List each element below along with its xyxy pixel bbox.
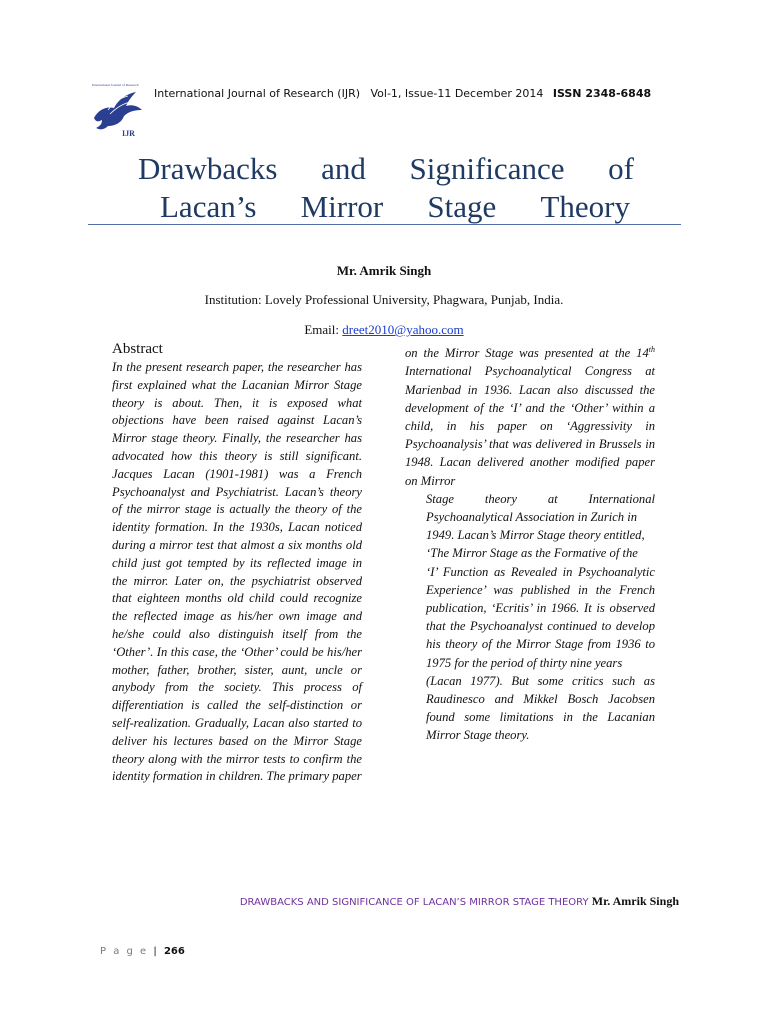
page-number [100,946,185,957]
running-author: Mr. Amrik Singh [591,894,679,908]
right-paragraph [405,341,655,490]
title-word: and [321,151,366,186]
issn: ISSN 2348-6848 [552,87,652,100]
running-footer [240,894,679,909]
svg-text:IJR: IJR [122,129,135,138]
right-column [405,341,655,745]
page-separator: | [153,946,159,957]
right-paragraph: ‘The Mirror Stage as the Formative of the [426,546,638,561]
right-paragraph: Stage theory at International [426,491,655,506]
abstract-heading: Abstract [112,341,163,357]
journal-citation [154,87,651,100]
right-paragraph: Psychoanalytical Association in Zurich in [426,510,638,525]
journal-name: International Journal of Research (IJR) Vol-1, Issue-11 December 2014 [154,87,544,100]
page-number-value: 266 [163,946,185,957]
title-word: Drawbacks [138,151,278,186]
right-paragraph: ‘I’ Function as Revealed in Psychoanalytic Experience’ was published in the French publication, ‘Ecritis’ in 1966. It is observed that the Psychoanalyst continued to develop his theory of the Mirror Stage from 1936 to 1975 for the period of thirty nine years [426,564,655,670]
ijr-pegasus-logo [88,80,148,140]
text-run: on the Mirror Stage was presented at the 14 [405,346,649,361]
author-email [0,322,768,338]
title-word: Significance [409,151,565,186]
title-word: Theory [540,189,630,224]
left-column [112,341,362,786]
journal-header [88,80,688,140]
paper-title [138,150,634,226]
page-label: P a g e [100,946,149,957]
title-line-2 [138,188,634,226]
author-name: Mr. Amrik Singh [336,263,432,278]
text-run: International Psychoanalytical Congress at Marienbad in 1936. Lacan also discussed the development of the ‘I’ and the ‘Other’ within a child, in his paper on ‘Aggressivity in Psychoanalysis’ that was delivered in Brussels in 1948. Lacan delivered another modified paper on Mirror [405,364,655,488]
superscript: th [648,345,655,354]
title-word: Mirror [300,189,384,224]
right-paragraph: (Lacan 1977). But some critics such as Raudinesco and Mikkel Bosch Jacobsen found some limitations in the Lacanian Mirror Stage theory. [426,673,655,743]
title-line-1 [138,150,634,188]
email-link[interactable]: dreet2010@yahoo.com [342,322,464,337]
svg-text:International Journal of Resea: International Journal of Research [92,83,139,87]
author-institution: Institution: Lovely Professional University, Phagwara, Punjab, India. [204,292,564,307]
abstract-text: In the present research paper, the researcher has first explained what the Lacanian Mirror Stage theory is about. Then, it is exposed what objections have been raised against Lacan’s Mirror stage theory. Finally, the researcher has advocated how this theory is still significant. Jacques Lacan (1901-1981) was a French Psychoanalyst and Psychiatrist. Lacan’s theory of the mirror stage is actually the theory of the identity formation. In the 1930s, Lacan noticed during a mirror test that almost a six months old child just got tempted by its reflected image in the mirror. Later on, the psychiatrist observed that eighteen months old child could recognize the reflected image as his/her own image and he/she could also distinguish itself from the ‘Other’. In this case, the ‘Other’ could be his/her mother, father, brother, sister, aunt, uncle or anybody from the society. This process of differentiation is called the self-distinction or self-realization. Gradually, Lacan also started to deliver his lectures based on the Mirror Stage theory along with the mirror tests to confirm the identity formation in children. The primary paper [112,360,362,784]
title-word: of [608,151,634,186]
running-title: DRAWBACKS AND SIGNIFICANCE OF LACAN’S MIRROR STAGE THEORY [239,897,589,908]
title-word: Lacan’s [160,189,257,224]
title-divider [88,224,681,225]
title-word: Stage [427,189,497,224]
right-paragraph: 1949. Lacan’s Mirror Stage theory entitled, [426,528,645,543]
email-label: Email: [304,322,340,337]
